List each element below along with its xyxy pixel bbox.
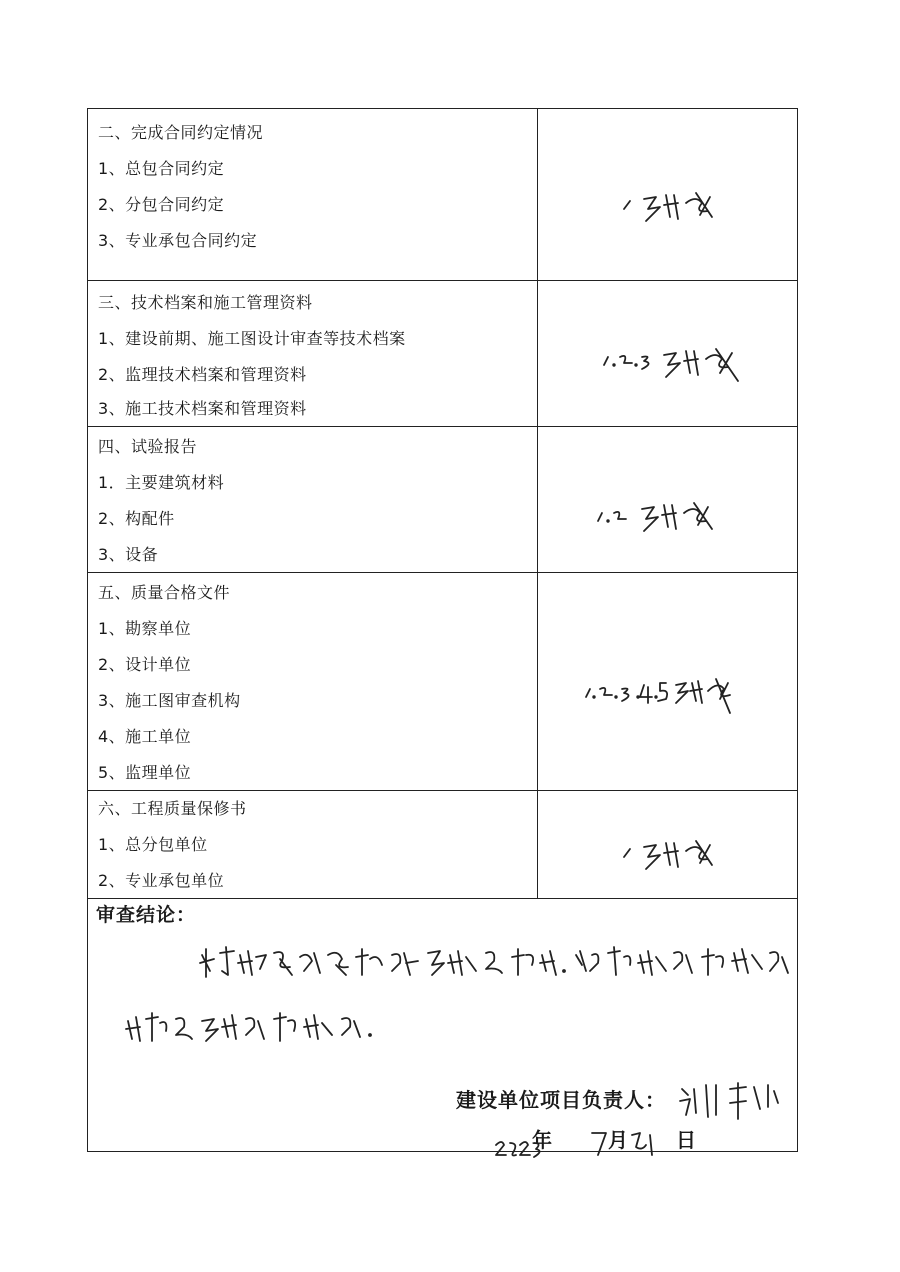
list-item: 2、构配件 <box>98 509 175 528</box>
handwritten-note <box>582 661 782 721</box>
list-item: 1、建设前期、施工图设计审查等技术档案 <box>98 329 406 348</box>
handwritten-month-day <box>588 1125 678 1161</box>
list-item: 3、设备 <box>98 545 159 564</box>
list-item: 2、设计单位 <box>98 655 192 674</box>
handwritten-note-cell <box>538 573 797 790</box>
section-items-column <box>88 109 538 280</box>
section-items-column <box>88 281 538 426</box>
section-items-column <box>88 427 538 572</box>
responsible-person-label: 建设单位项目负责人： <box>456 1088 666 1112</box>
section-technical-archives <box>88 281 797 427</box>
list-item: 1、勘察单位 <box>98 619 192 638</box>
section-heading: 五、质量合格文件 <box>98 583 231 602</box>
date-month-label: 月 <box>608 1128 628 1152</box>
list-item: 1、总包合同约定 <box>98 159 225 178</box>
list-item: 2、专业承包单位 <box>98 871 225 890</box>
list-item: 4、施工单位 <box>98 727 192 746</box>
list-item: 2、分包合同约定 <box>98 195 225 214</box>
list-item: 2、监理技术档案和管理资料 <box>98 365 307 384</box>
section-items-column <box>88 573 538 790</box>
handwritten-note-cell <box>538 427 797 572</box>
section-test-reports <box>88 427 797 573</box>
date-day-label: 日 <box>676 1128 696 1152</box>
list-item: 3、施工图审查机构 <box>98 691 241 710</box>
list-item: 3、专业承包合同约定 <box>98 231 258 250</box>
conclusion-section <box>88 899 797 1151</box>
section-quality-documents <box>88 573 797 791</box>
handwritten-note-cell <box>538 791 797 898</box>
handwritten-note-cell <box>538 281 797 426</box>
handwritten-note <box>616 821 816 881</box>
list-item: 1．主要建筑材料 <box>98 473 225 492</box>
handwritten-conclusion-line-2 <box>122 999 382 1049</box>
section-warranty <box>88 791 797 899</box>
list-item: 5、监理单位 <box>98 763 192 782</box>
section-heading: 二、完成合同约定情况 <box>98 123 264 142</box>
list-item: 1、总分包单位 <box>98 835 208 854</box>
section-heading: 三、技术档案和施工管理资料 <box>98 293 313 312</box>
list-item: 3、施工技术档案和管理资料 <box>98 399 307 418</box>
section-items-column <box>88 791 538 898</box>
handwritten-note <box>616 173 816 233</box>
date-year-label: 年 <box>532 1128 552 1152</box>
handwritten-note <box>598 327 798 387</box>
section-heading: 六、工程质量保修书 <box>98 799 247 818</box>
handwritten-note <box>592 483 792 543</box>
handwritten-conclusion-line-1 <box>196 935 796 985</box>
signature <box>676 1075 786 1125</box>
section-contract <box>88 109 797 281</box>
review-form <box>87 108 798 1152</box>
section-heading: 四、试验报告 <box>98 437 198 456</box>
conclusion-title: 审查结论： <box>96 904 197 926</box>
handwritten-note-cell <box>538 109 797 280</box>
